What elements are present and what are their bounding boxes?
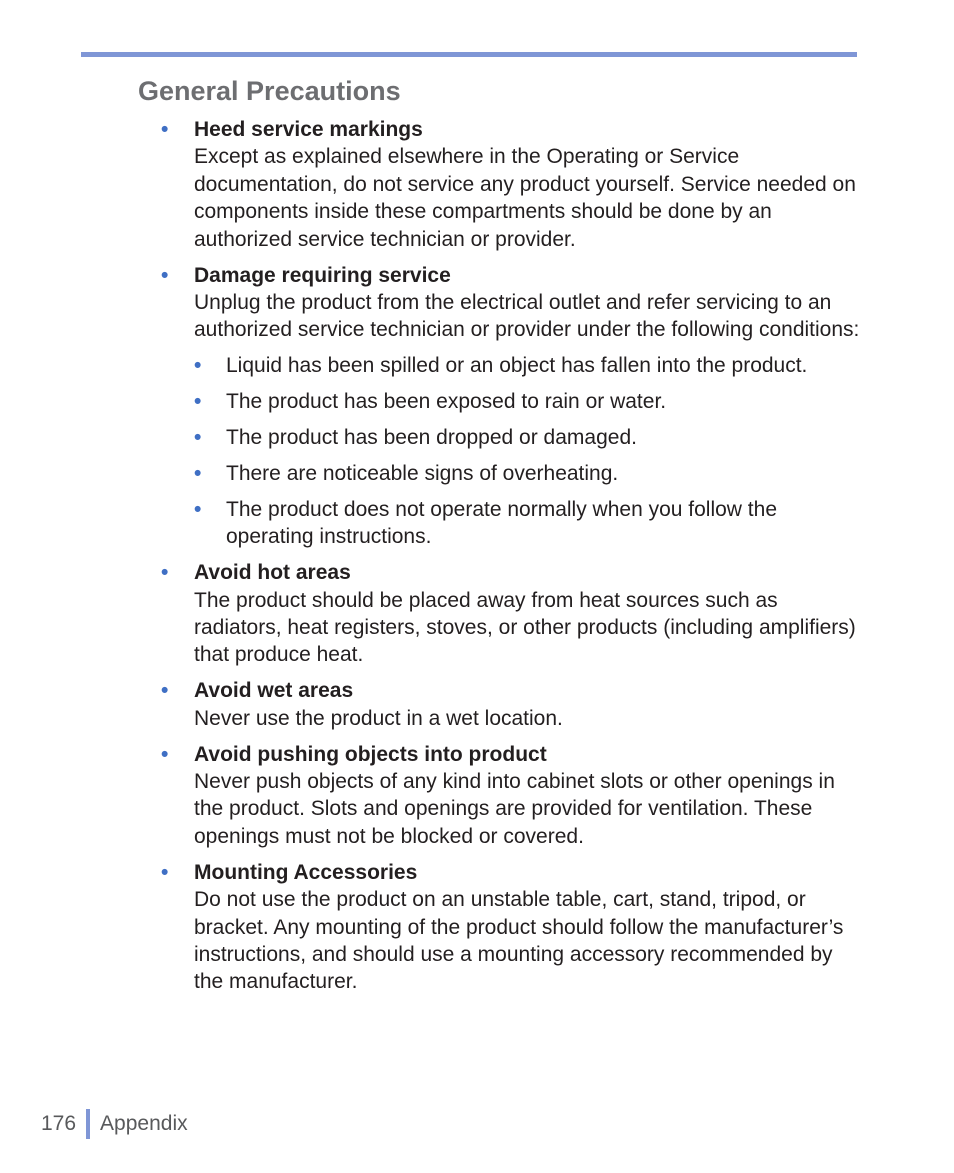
bullet-icon: • <box>161 263 169 287</box>
precaution-body: Never use the product in a wet location. <box>194 706 563 730</box>
page-footer <box>41 1108 188 1140</box>
precaution-item <box>160 116 860 253</box>
bullet-icon: • <box>161 118 169 141</box>
precaution-body: Do not use the product on an unstable table, cart, stand, tripod, or bracket. Any mounting of the product should follow the manufacturer’s instructions, and should use a mounting accessory recommended by the manufacturer. <box>194 888 844 994</box>
bullet-icon: • <box>194 354 202 378</box>
condition-item <box>194 352 860 379</box>
precaution-item <box>160 859 860 996</box>
condition-text: The product has been dropped or damaged. <box>226 426 637 450</box>
page-number: 176 <box>41 1112 77 1135</box>
footer-section-label: Appendix <box>100 1112 188 1135</box>
condition-text: The product has been exposed to rain or water. <box>226 390 667 414</box>
precaution-title: Heed service markings <box>194 118 423 141</box>
bullet-icon: • <box>194 497 202 521</box>
condition-text: Liquid has been spilled or an object has fallen into the product. <box>226 354 808 378</box>
precaution-item <box>160 677 860 732</box>
precaution-title: Mounting Accessories <box>194 860 418 884</box>
bullet-icon: • <box>194 461 202 485</box>
condition-item <box>194 388 860 415</box>
precaution-body: Unplug the product from the electrical outlet and refer servicing to an authorized service technician or provider under the following conditions: <box>194 290 860 342</box>
bullet-icon: • <box>161 742 169 766</box>
section-title: General Precautions <box>138 76 401 106</box>
condition-item <box>194 496 860 551</box>
precaution-body: Never push objects of any kind into cabinet slots or other openings in the product. Slots and openings are provided for ventilation. These openings must not be blocked or covered. <box>194 770 835 848</box>
top-rule <box>81 52 857 57</box>
precaution-body: Except as explained elsewhere in the Operating or Service documentation, do not service any product yourself. Service needed on components inside these compartments should be done by an authorized service technician or provider. <box>194 145 856 251</box>
bullet-icon: • <box>161 679 169 703</box>
precautions-list <box>160 116 860 1004</box>
bullet-icon: • <box>161 561 169 585</box>
bullet-icon: • <box>161 860 169 884</box>
bullet-icon: • <box>194 390 202 414</box>
condition-item <box>194 460 860 487</box>
condition-text: There are noticeable signs of overheating. <box>226 461 619 485</box>
condition-item <box>194 424 860 451</box>
precaution-item <box>160 262 860 551</box>
precaution-title: Damage requiring service <box>194 263 451 287</box>
bullet-icon: • <box>194 426 202 450</box>
precaution-title: Avoid pushing objects into product <box>194 742 547 766</box>
precaution-item <box>160 559 860 669</box>
precaution-body: The product should be placed away from heat sources such as radiators, heat registers, stoves, or other products (including amplifiers) that produce heat. <box>194 588 856 667</box>
precaution-item <box>160 741 860 851</box>
footer-divider <box>86 1109 90 1139</box>
precaution-title: Avoid wet areas <box>194 679 354 703</box>
condition-text: The product does not operate normally when you follow the operating instructions. <box>226 497 777 549</box>
precaution-title: Avoid hot areas <box>194 561 351 585</box>
